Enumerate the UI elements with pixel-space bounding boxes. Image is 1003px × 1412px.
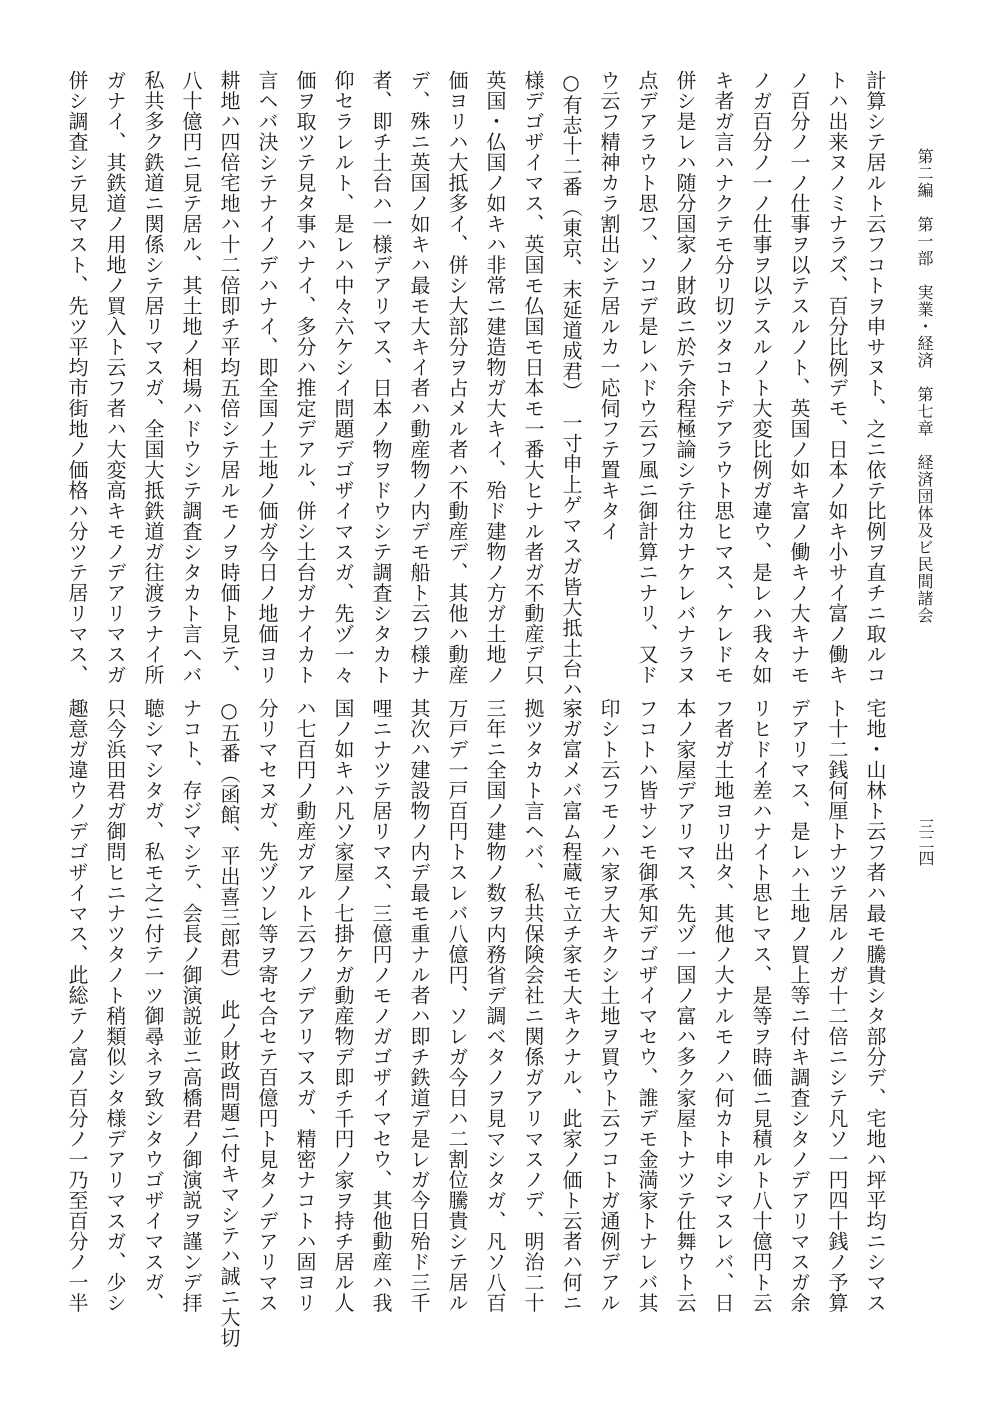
text-line: 耕地ハ四倍宅地ハ十二倍即チ平均五倍シテ居ルモノヲ時価ト見テ、: [217, 70, 241, 685]
text-line: ナコト、存ジマシテ、会長ノ御演説並ニ高橋君ノ御演説ヲ謹ンデ拝: [179, 698, 203, 1313]
running-header: 第二編 第一部 実業・経済 第七章 経済団体及ビ民間諸会: [915, 148, 934, 624]
text-line: 様デゴザイマス、英国モ仏国モ日本モ一番大ヒナル者ガ不動産デ只: [521, 70, 545, 685]
text-line: 私共多ク鉄道ニ関係シテ居リマスガ、全国大抵鉄道ガ往渡ラナイ所: [141, 70, 165, 685]
text-line: ノ百分ノ一ノ仕事ヲ以テスルノト、英国ノ如キ富ノ働キノ大キナモ: [787, 70, 811, 685]
text-line: 其次ハ建設物ノ内デ最モ重ナル者ハ即チ鉄道デ是レガ今日殆ド三千: [407, 698, 431, 1313]
text-line: フコトハ皆サンモ御承知デゴザイマセウ、誰デモ金満家トナレバ其: [635, 698, 659, 1313]
text-line: 家ガ富メバ富ム程蔵モ立チ家モ大キクナル、此家ノ価ト云者ハ何ニ: [559, 698, 583, 1313]
text-line: 言ヘバ決シテナイノデハナイ、即全国ノ土地ノ価ガ今日ノ地価ヨリ: [255, 70, 279, 685]
text-line: 点デアラウト思フ、ソコデ是レハドウ云フ風ニ御計算ニナリ、又ド: [635, 70, 659, 685]
text-line: ○五番（函館、平出喜三郎君） 此ノ財政問題ニ付キマシテハ誠ニ大切: [217, 698, 241, 1348]
upper-text-block: [65, 70, 894, 720]
text-line: ト十二銭何厘トナツテ居ルノガ十二倍ニシテ凡ソ一円四十銭ノ予算: [825, 698, 849, 1313]
text-line: ガナイ、其鉄道ノ用地ノ買入ト云フ者ハ大変高キモノデアリマスガ: [103, 70, 127, 685]
text-line: 分リマセヌガ、先ヅソレ等ヲ寄セ合セテ百億円ト見タノデアリマス: [255, 698, 279, 1313]
lower-text-block: [65, 698, 894, 1348]
text-line: フ者ガ土地ヨリ出タ、其他ノ大ナルモノハ何カト申シマスレバ、日: [711, 698, 735, 1313]
text-line: ノガ百分ノ一ノ仕事ヲ以テスルノト大変比例ガ違ウ、是レハ我々如: [749, 70, 773, 685]
text-line: 国ノ如キハ凡ソ家屋ノ七掛ケガ動産物デ即チ千円ノ家ヲ持チ居ル人: [331, 698, 355, 1313]
text-line: ウ云フ精神カラ割出シテ居ルカ一応伺フテ置キタイ: [597, 70, 621, 542]
page-number: 三二四: [916, 818, 935, 866]
text-line: リヒドイ差ハナイト思ヒマス、是等ヲ時価ニ見積ルト八十億円ト云: [749, 698, 773, 1313]
text-line: ハ七百円ノ動産ガアルト云フノデアリマスガ、精密ナコトハ固ヨリ: [293, 698, 317, 1313]
text-line: 哩ニナツテ居リマス、三億円ノモノガゴザイマセウ、其他動産ハ我: [369, 698, 393, 1313]
text-line: 本ノ家屋デアリマス、先ヅ一国ノ富ハ多ク家屋トナツテ仕舞ウト云: [673, 698, 697, 1313]
text-line: 併シ是レハ随分国家ノ財政ニ於テ余程極論シテ往カナケレバナラヌ: [673, 70, 697, 685]
text-line: デアリマス、是レハ土地ノ買上等ニ付キ調査シタノデアリマスガ余: [787, 698, 811, 1313]
text-line: 宅地・山林ト云フ者ハ最モ騰貴シタ部分デ、宅地ハ坪平均ニシマス: [863, 698, 887, 1313]
text-line: 趣意ガ違ウノデゴザイマス、此総テノ富ノ百分ノ一乃至百分ノ一半: [65, 698, 89, 1313]
text-line: 印シト云フモノハ家ヲ大キクシ土地ヲ買ウト云フコトガ通例デアル: [597, 698, 621, 1313]
text-line: 価ヲ取ツテ見タ事ハナイ、多分ハ推定デアル、併シ土台ガナイカト: [293, 70, 317, 685]
text-line: 併シ調査シテ見マスト、先ツ平均市街地ノ価格ハ分ツテ居リマス、: [65, 70, 89, 685]
text-line: ○有志十二番（東京、末延道成君） 一寸申上ゲマスガ皆大抵土台ハ一: [559, 70, 583, 720]
text-line: 仰セラレルト、是レハ中々六ケシイ問題デゴザイマスガ、先ヅ一々: [331, 70, 355, 685]
text-line: キ者ガ言ハナクテモ分リ切ツタコトデアラウト思ヒマス、ケレドモ: [711, 70, 735, 685]
text-line: 八十億円ニ見テ居ル、其土地ノ相場ハドウシテ調査シタカト言ヘバ: [179, 70, 203, 685]
text-line: 三年ニ全国ノ建物ノ数ヲ内務省デ調ベタノヲ見マシタガ、凡ソ八百: [483, 698, 507, 1313]
text-line: 拠ツタカト言ヘバ、私共保険会社ニ関係ガアリマスノデ、明治二十: [521, 698, 545, 1313]
text-line: 聴シマシタガ、私モ之ニ付テ一ツ御尋ネヲ致シタウゴザイマスガ、: [141, 698, 165, 1313]
text-line: 価ヨリハ大抵多イ、併シ大部分ヲ占メル者ハ不動産デ、其他ハ動産: [445, 70, 469, 685]
text-line: 者、即チ土台ハ一様デアリマス、日本ノ物ヲドウシテ調査シタカト: [369, 70, 393, 685]
text-line: 万戸デ一戸百円トスレバ八億円、ソレガ今日ハ二割位騰貴シテ居ル: [445, 698, 469, 1313]
text-line: デ、殊ニ英国ノ如キハ最モ大キイ者ハ動産物ノ内デモ船ト云フ様ナ: [407, 70, 431, 685]
text-line: 只今浜田君ガ御問ヒニナツタノト稍類似シタ様デアリマスガ、少シ: [103, 698, 127, 1313]
text-line: トハ出来ヌノミナラズ、百分比例デモ、日本ノ如キ小サイ富ノ働キ: [825, 70, 849, 685]
text-line: 計算シテ居ルト云フコトヲ申サヌト、之ニ依テ比例ヲ直チニ取ルコ: [863, 70, 887, 685]
text-line: 英国・仏国ノ如キハ非常ニ建造物ガ大キイ、殆ド建物ノ方ガ土地ノ: [483, 70, 507, 685]
